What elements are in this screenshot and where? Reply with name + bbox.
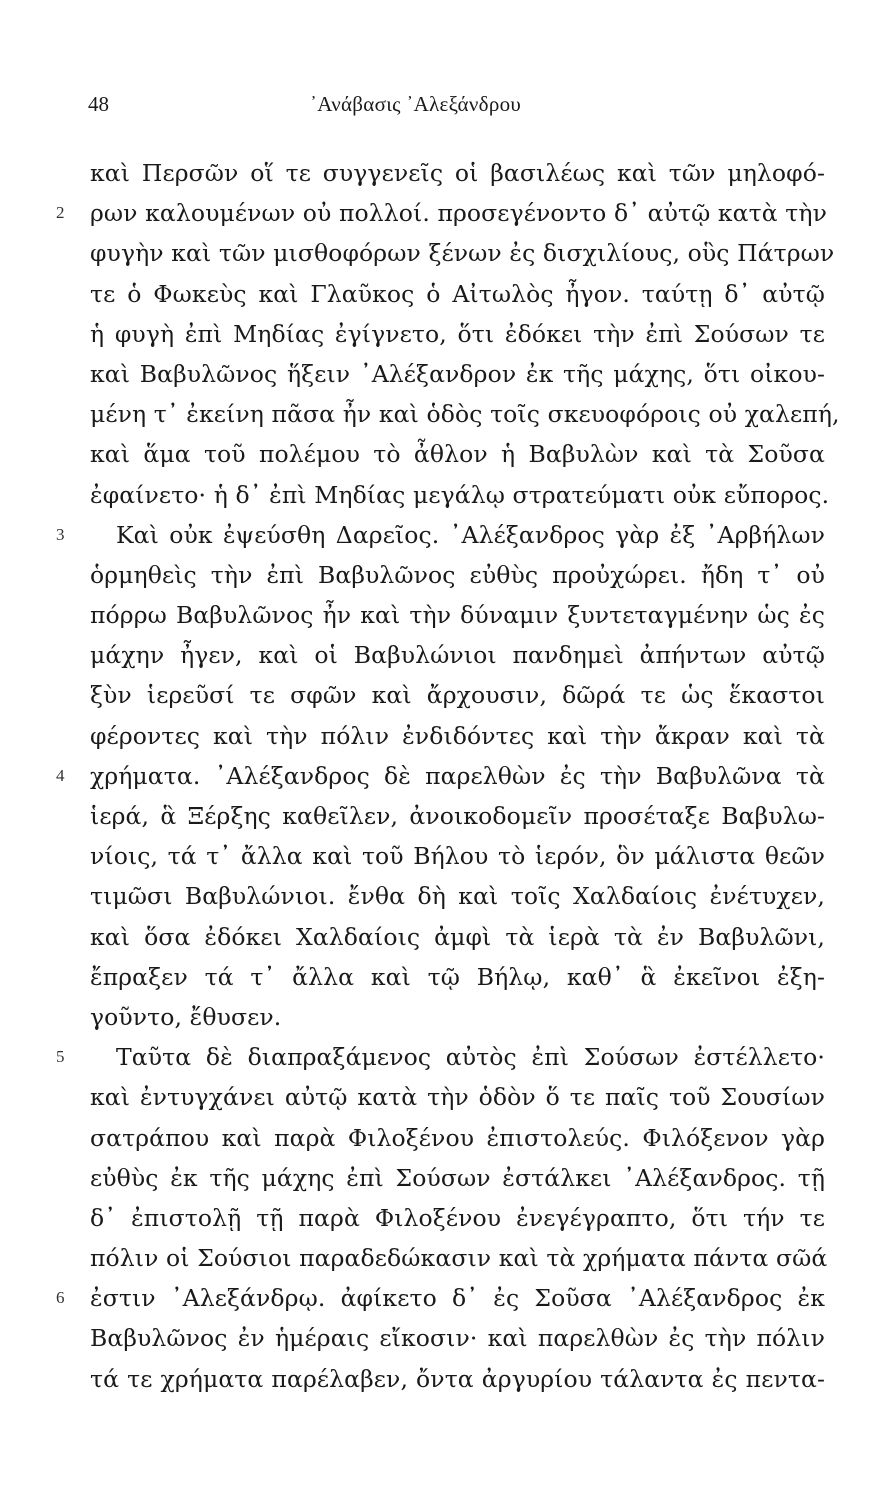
- text-line: [90, 997, 825, 1037]
- line-text: καὶ Περσῶν οἵ τε συγγενεῖς οἱ βασιλέως καὶ τῶν μηλοφό-: [90, 159, 825, 187]
- text-line: [90, 917, 825, 957]
- text-line: [90, 595, 825, 635]
- greek-text-body: [56, 153, 840, 1399]
- text-line: [90, 1359, 825, 1399]
- page-number: 48: [88, 92, 109, 116]
- section-number: 5: [56, 1047, 65, 1067]
- text-line: [90, 434, 825, 474]
- line-text: Βαβυλῶνος ἐν ἡμέραις εἴκοσιν· καὶ παρελθὼν ἐς τὴν πόλιν: [90, 1324, 825, 1353]
- line-text: φυγὴν καὶ τῶν μισθοφόρων ξένων ἐς δισχιλίους, οὓς Πάτρων: [90, 239, 835, 268]
- text-line: [90, 1198, 825, 1238]
- text-line: [90, 635, 825, 675]
- text-line: [90, 153, 825, 193]
- text-line: [90, 836, 825, 876]
- text-line: [90, 796, 825, 836]
- text-line: [90, 314, 825, 354]
- line-text: σατράπου καὶ παρὰ Φιλοξένου ἐπιστολεύς. Φιλόξενον γὰρ: [90, 1123, 825, 1152]
- text-line: [56, 515, 825, 555]
- text-line: [90, 233, 835, 273]
- text-line: [90, 1318, 825, 1358]
- text-line: [90, 716, 825, 756]
- text-line: [90, 1158, 825, 1198]
- line-text: μένη τ᾿ ἐκείνη πᾶσα ἦν καὶ ὁδὸς τοῖς σκευοφόροις οὐ χαλεπή,: [90, 400, 840, 429]
- line-text: καὶ ἐντυγχάνει αὐτῷ κατὰ τὴν ὁδὸν ὅ τε παῖς τοῦ Σουσίων: [90, 1083, 825, 1112]
- line-text: ἐφαίνετο· ἡ δ᾿ ἐπὶ Μηδίας μεγάλῳ στρατεύματι οὐκ εὔπορος.: [90, 480, 830, 509]
- line-text: ἡ φυγὴ ἐπὶ Μηδίας ἐγίγνετο, ὅτι ἐδόκει τὴν ἐπὶ Σούσων τε: [90, 319, 825, 348]
- line-text: πόλιν οἱ Σούσιοι παραδεδώκασιν καὶ τὰ χρήματα πάντα σῶά: [90, 1244, 828, 1273]
- line-text: ξὺν ἱερεῦσί τε σφῶν καὶ ἄρχουσιν, δῶρά τε ὡς ἕκαστοι: [90, 681, 825, 710]
- line-text: ἔπραξεν τά τ᾿ ἄλλα καὶ τῷ Βήλῳ, καθ᾿ ἃ ἐκεῖνοι ἐξη-: [90, 962, 825, 991]
- text-line: [90, 394, 840, 434]
- running-head: [88, 92, 823, 124]
- line-text: ὁρμηθεὶς τὴν ἐπὶ Βαβυλῶνος εὐθὺς προὐχώρει. ἤδη τ᾿ οὐ: [90, 560, 825, 589]
- text-line: [90, 675, 825, 715]
- line-text: καὶ ἅμα τοῦ πολέμου τὸ ἆθλον ἡ Βαβυλὼν καὶ τὰ Σοῦσα: [90, 440, 825, 469]
- section-number: 2: [56, 203, 65, 223]
- line-text: τε ὁ Φωκεὺς καὶ Γλαῦκος ὁ Αἰτωλὸς ἦγον. ταύτῃ δ᾿ αὐτῷ: [90, 279, 825, 308]
- text-line: [56, 1278, 825, 1318]
- line-text: Ταῦτα δὲ διαπραξάμενος αὐτὸς ἐπὶ Σούσων ἐστέλλετο·: [116, 1043, 825, 1072]
- text-line: [90, 957, 825, 997]
- line-text: τά τε χρήματα παρέλαβεν, ὄντα ἀργυρίου τάλαντα ἐς πεντα-: [90, 1364, 825, 1393]
- line-text: δ᾿ ἐπιστολῇ τῇ παρὰ Φιλοξένου ἐνεγέγραπτο, ὅτι τήν τε: [90, 1203, 825, 1232]
- section-number: 4: [56, 765, 65, 785]
- line-text: Καὶ οὐκ ἐψεύσθη Δαρεῖος. ᾿Αλέξανδρος γὰρ ἐξ ᾿Αρβήλων: [116, 520, 825, 549]
- line-text: φέροντες καὶ τὴν πόλιν ἐνδιδόντες καὶ τὴν ἄκραν καὶ τὰ: [90, 721, 825, 750]
- line-text: εὐθὺς ἐκ τῆς μάχης ἐπὶ Σούσων ἐστάλκει ᾿Αλέξανδρος. τῇ: [90, 1163, 825, 1192]
- line-text: γοῦντο, ἔθυσεν.: [90, 1002, 282, 1031]
- section-number: 3: [56, 524, 65, 544]
- text-line: [56, 756, 825, 796]
- text-line: [90, 1077, 825, 1117]
- line-text: χρήματα. ᾿Αλέξανδρος δὲ παρελθὼν ἐς τὴν Βαβυλῶνα τὰ: [90, 761, 825, 790]
- text-line: [56, 1037, 825, 1077]
- line-text: τιμῶσι Βαβυλώνιοι. ἔνθα δὴ καὶ τοῖς Χαλδαίοις ἐνέτυχεν,: [90, 882, 825, 911]
- line-text: ἐστιν ᾿Αλεξάνδρῳ. ἀφίκετο δ᾿ ἐς Σοῦσα ᾿Αλέξανδρος ἐκ: [90, 1284, 825, 1313]
- text-line: [90, 475, 830, 515]
- section-number: 6: [56, 1288, 65, 1308]
- line-text: καὶ ὅσα ἐδόκει Χαλδαίοις ἀμφὶ τὰ ἱερὰ τὰ ἐν Βαβυλῶνι,: [90, 922, 825, 951]
- text-line: [90, 354, 825, 394]
- text-line: [56, 193, 827, 233]
- line-text: πόρρω Βαβυλῶνος ἦν καὶ τὴν δύναμιν ξυντεταγμένην ὡς ἐς: [90, 601, 825, 630]
- line-text: μάχην ἦγεν, καὶ οἱ Βαβυλώνιοι πανδημεὶ ἀπήντων αὐτῷ: [90, 641, 825, 670]
- line-text: καὶ Βαβυλῶνος ἥξειν ᾿Αλέξανδρον ἐκ τῆς μάχης, ὅτι οἰκου-: [90, 359, 825, 388]
- text-line: [90, 1118, 825, 1158]
- text-line: [90, 274, 825, 314]
- text-line: [90, 1238, 828, 1278]
- text-line: [90, 555, 825, 595]
- running-title: ᾿Ανάβασις ᾿Αλεξάνδρου: [310, 92, 522, 116]
- line-text: νίοις, τά τ᾿ ἄλλα καὶ τοῦ Βήλου τὸ ἱερόν, ὃν μάλιστα θεῶν: [90, 842, 825, 871]
- line-text: ρων καλουμένων οὐ πολλοί. προσεγένοντο δ᾿ αὐτῷ κατὰ τὴν: [90, 199, 827, 228]
- text-line: [90, 876, 825, 916]
- line-text: ἱερά, ἃ Ξέρξης καθεῖλεν, ἀνοικοδομεῖν προσέταξε Βαβυλω-: [90, 802, 825, 830]
